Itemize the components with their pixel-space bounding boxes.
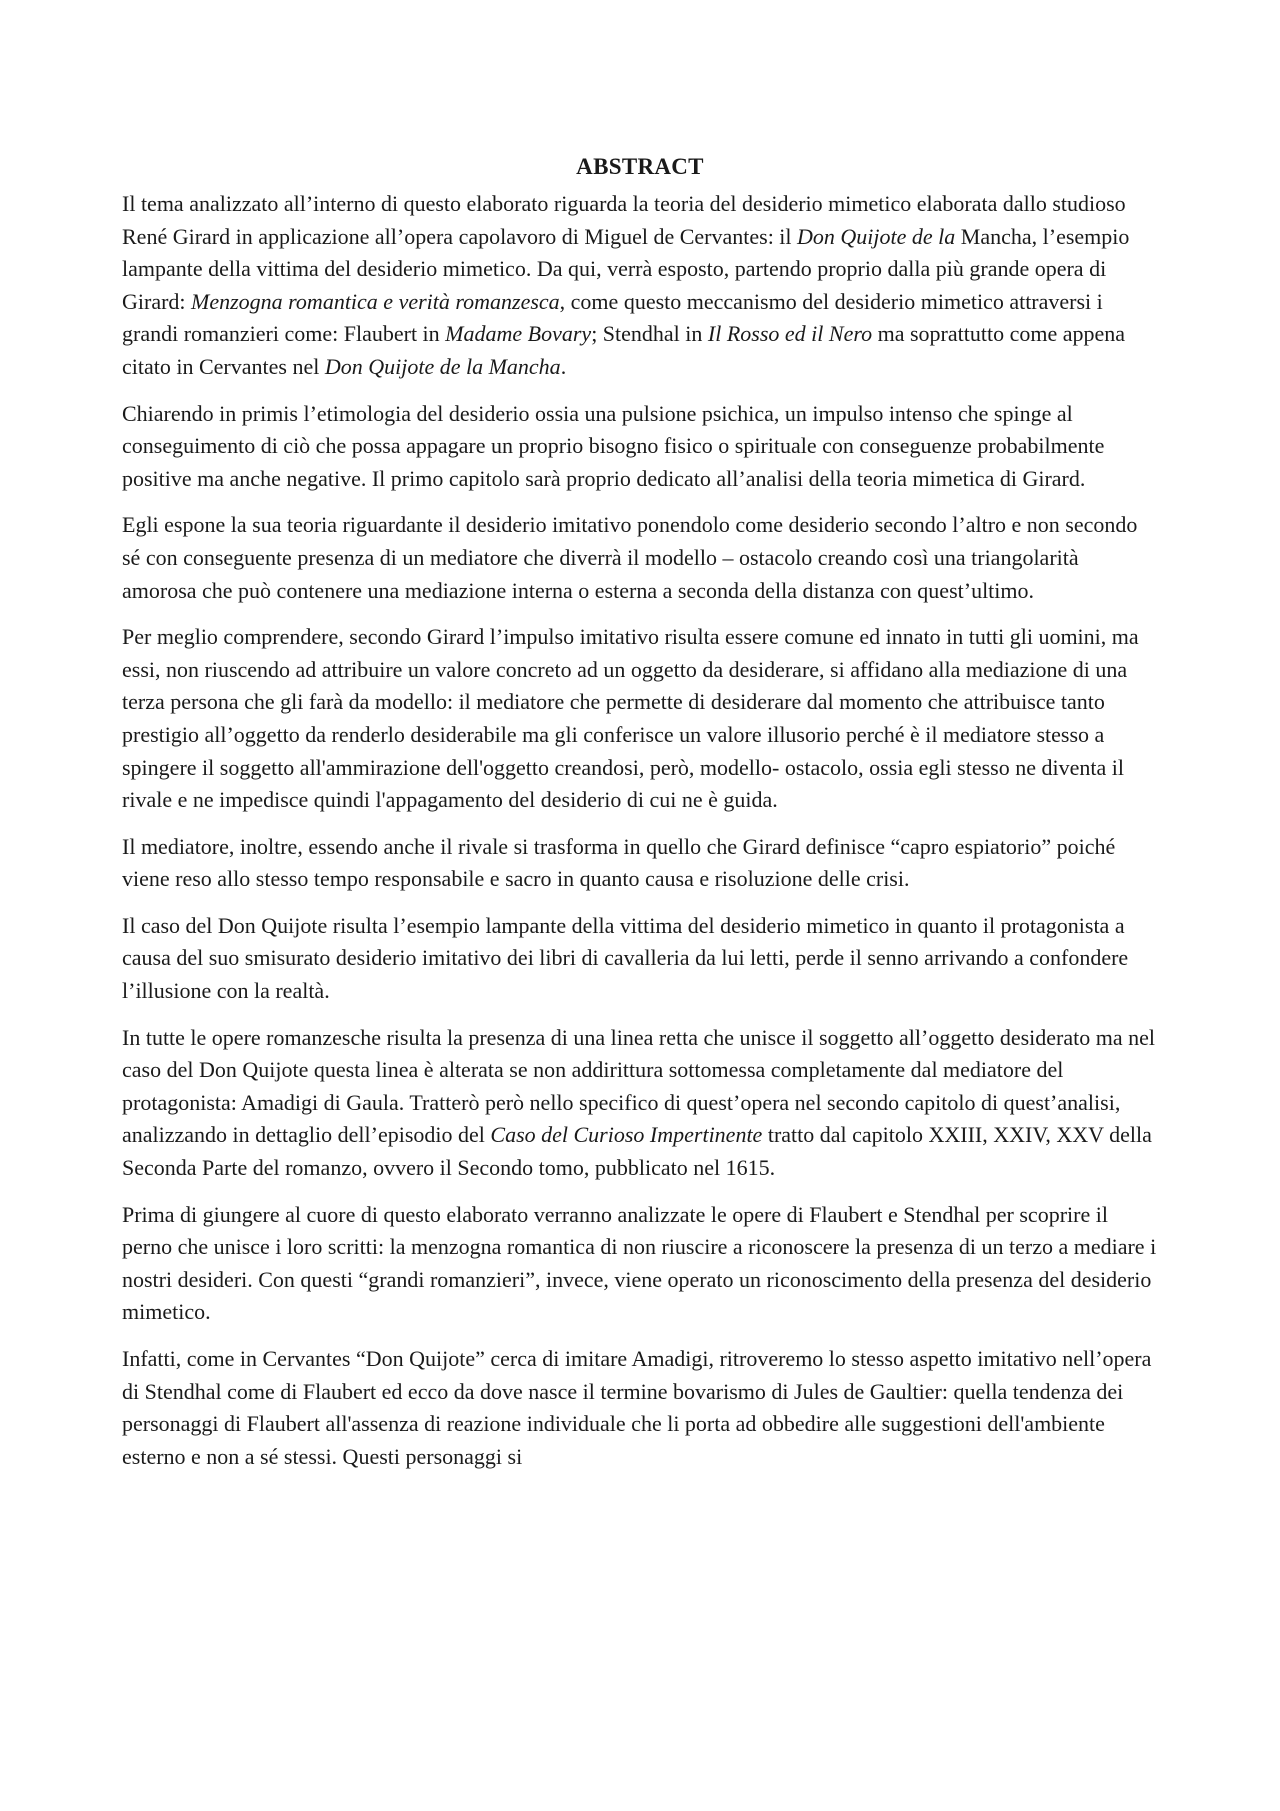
paragraph-text: Mancha, l’esempio lampante della vittima del desiderio mimetico. Da qui, verrà esposto, partendo proprio dalla più grande opera di Girard: xyxy=(122,223,1130,314)
paragraph-text: Infatti, come in Cervantes “Don Quijote” cerca di imitare Amadigi, ritroveremo lo stesso aspetto imitativo nell’opera di Stendhal come di Flaubert ed ecco da dove nasce il termine bovarismo di Jules de Gaultier: quella tendenza dei personaggi di Flaubert all'assenza di reazione individuale che li porta ad obbedire alle suggestioni dell'ambiente esterno e non a sé stessi. Questi personaggi si xyxy=(122,1346,1152,1469)
paragraph xyxy=(122,910,1158,1008)
italic-title-text: Don Quijote de la Mancha xyxy=(324,353,561,379)
paragraph-text: Chiarendo in primis l’etimologia del desiderio ossia una pulsione psichica, un impulso intenso che spinge al conseguimento di ciò che possa appagare un proprio bisogno fisico o spirituale con conseguenze probabilmente positive ma anche negative. Il primo capitolo sarà proprio dedicato all’analisi della teoria mimetica di Girard. xyxy=(122,400,1105,491)
italic-title-text: Madame Bovary xyxy=(445,321,592,347)
paragraph xyxy=(122,509,1158,607)
italic-title-text: Menzogna romantica e verità romanzesca xyxy=(191,288,560,314)
paragraph-text: Per meglio comprendere, secondo Girard l’impulso imitativo risulta essere comune ed innato in tutti gli uomini, ma essi, non riuscendo ad attribuire un valore concreto ad un oggetto da desiderare, si affidano alla mediazione di una terza persona che gli farà da modello: il mediatore che permette di desiderare dal momento che attribuisce tanto prestigio all’oggetto da renderlo desiderabile ma gli conferisce un valore illusorio perché è il mediatore stesso a spingere il soggetto all'ammirazione dell'oggetto creandosi, però, modello- ostacolo, ossia egli stesso ne diventa il rivale e ne impedisce quindi l'appagamento del desiderio di cui ne è guida. xyxy=(122,624,1139,813)
paragraph-text: Il mediatore, inoltre, essendo anche il rivale si trasforma in quello che Girard definisce “capro espiatorio” poiché viene reso allo stesso tempo responsabile e sacro in quanto causa e risoluzione delle crisi. xyxy=(122,833,1116,892)
paragraph-text: Il tema analizzato all’interno di questo elaborato riguarda la teoria del desiderio mimetico elaborata dallo studioso René Girard in applicazione all’opera capolavoro di Miguel de Cervantes: il xyxy=(122,191,1126,249)
italic-title-text: Don Quijote de la xyxy=(797,223,956,249)
paragraph xyxy=(122,1199,1158,1329)
paragraph xyxy=(122,1343,1158,1473)
paragraph-text: tratto dal capitolo XXIII, XXIV, XXV della Seconda Parte del romanzo, ovvero il Secondo tomo, pubblicato nel 1615. xyxy=(122,1122,1152,1181)
paragraph xyxy=(122,188,1158,384)
paragraph-text: . xyxy=(560,353,567,379)
paragraph-text: , come questo meccanismo del desiderio mimetico attraversi i grandi romanzieri come: Flaubert in xyxy=(122,288,1103,347)
document-body xyxy=(122,188,1158,1473)
paragraph-text: Il caso del Don Quijote risulta l’esempio lampante della vittima del desiderio mimetico in quanto il protagonista a causa del suo smisurato desiderio imitativo dei libri di cavalleria da lui letti, perde il senno arrivando a confondere l’illusione con la realtà. xyxy=(122,912,1129,1004)
document-title: ABSTRACT xyxy=(576,154,704,179)
paragraph-text: ma soprattutto come appena citato in Cervantes nel xyxy=(122,321,1126,379)
paragraph xyxy=(122,831,1158,896)
italic-title-text: Caso del Curioso Impertinente xyxy=(490,1122,763,1148)
paragraph-text: In tutte le opere romanzesche risulta la presenza di una linea retta che unisce il soggetto all’oggetto desiderato ma nel caso del Don Quijote questa linea è alterata se non addirittura sottomessa completamente dal mediatore del protagonista: Amadigi di Gaula. Tratterò però nello specifico di quest’opera nel secondo capitolo di quest’analisi, analizzando in dettaglio dell’episodio del xyxy=(122,1024,1155,1148)
paragraph xyxy=(122,621,1158,817)
paragraph-text: Prima di giungere al cuore di questo elaborato verranno analizzate le opere di Flaubert e Stendhal per scoprire il perno che unisce i loro scritti: la menzogna romantica di non riuscire a riconoscere la presenza di un terzo a mediare i nostri desideri. Con questi “grandi romanzieri”, invece, viene operato un riconoscimento della presenza del desiderio mimetico. xyxy=(122,1201,1157,1325)
document-page xyxy=(122,150,1158,1487)
paragraph-text: ; Stendhal in xyxy=(591,321,708,347)
paragraph xyxy=(122,398,1158,496)
italic-title-text: Il Rosso ed il Nero xyxy=(707,321,873,347)
paragraph-text: Egli espone la sua teoria riguardante il desiderio imitativo ponendolo come desiderio secondo l’altro e non secondo sé con conseguente presenza di un mediatore che diverrà il modello – ostacolo creando così una triangolarità amorosa che può contenere una mediazione interna o esterna a seconda della distanza con quest’ultimo. xyxy=(122,512,1138,603)
paragraph xyxy=(122,1022,1158,1185)
